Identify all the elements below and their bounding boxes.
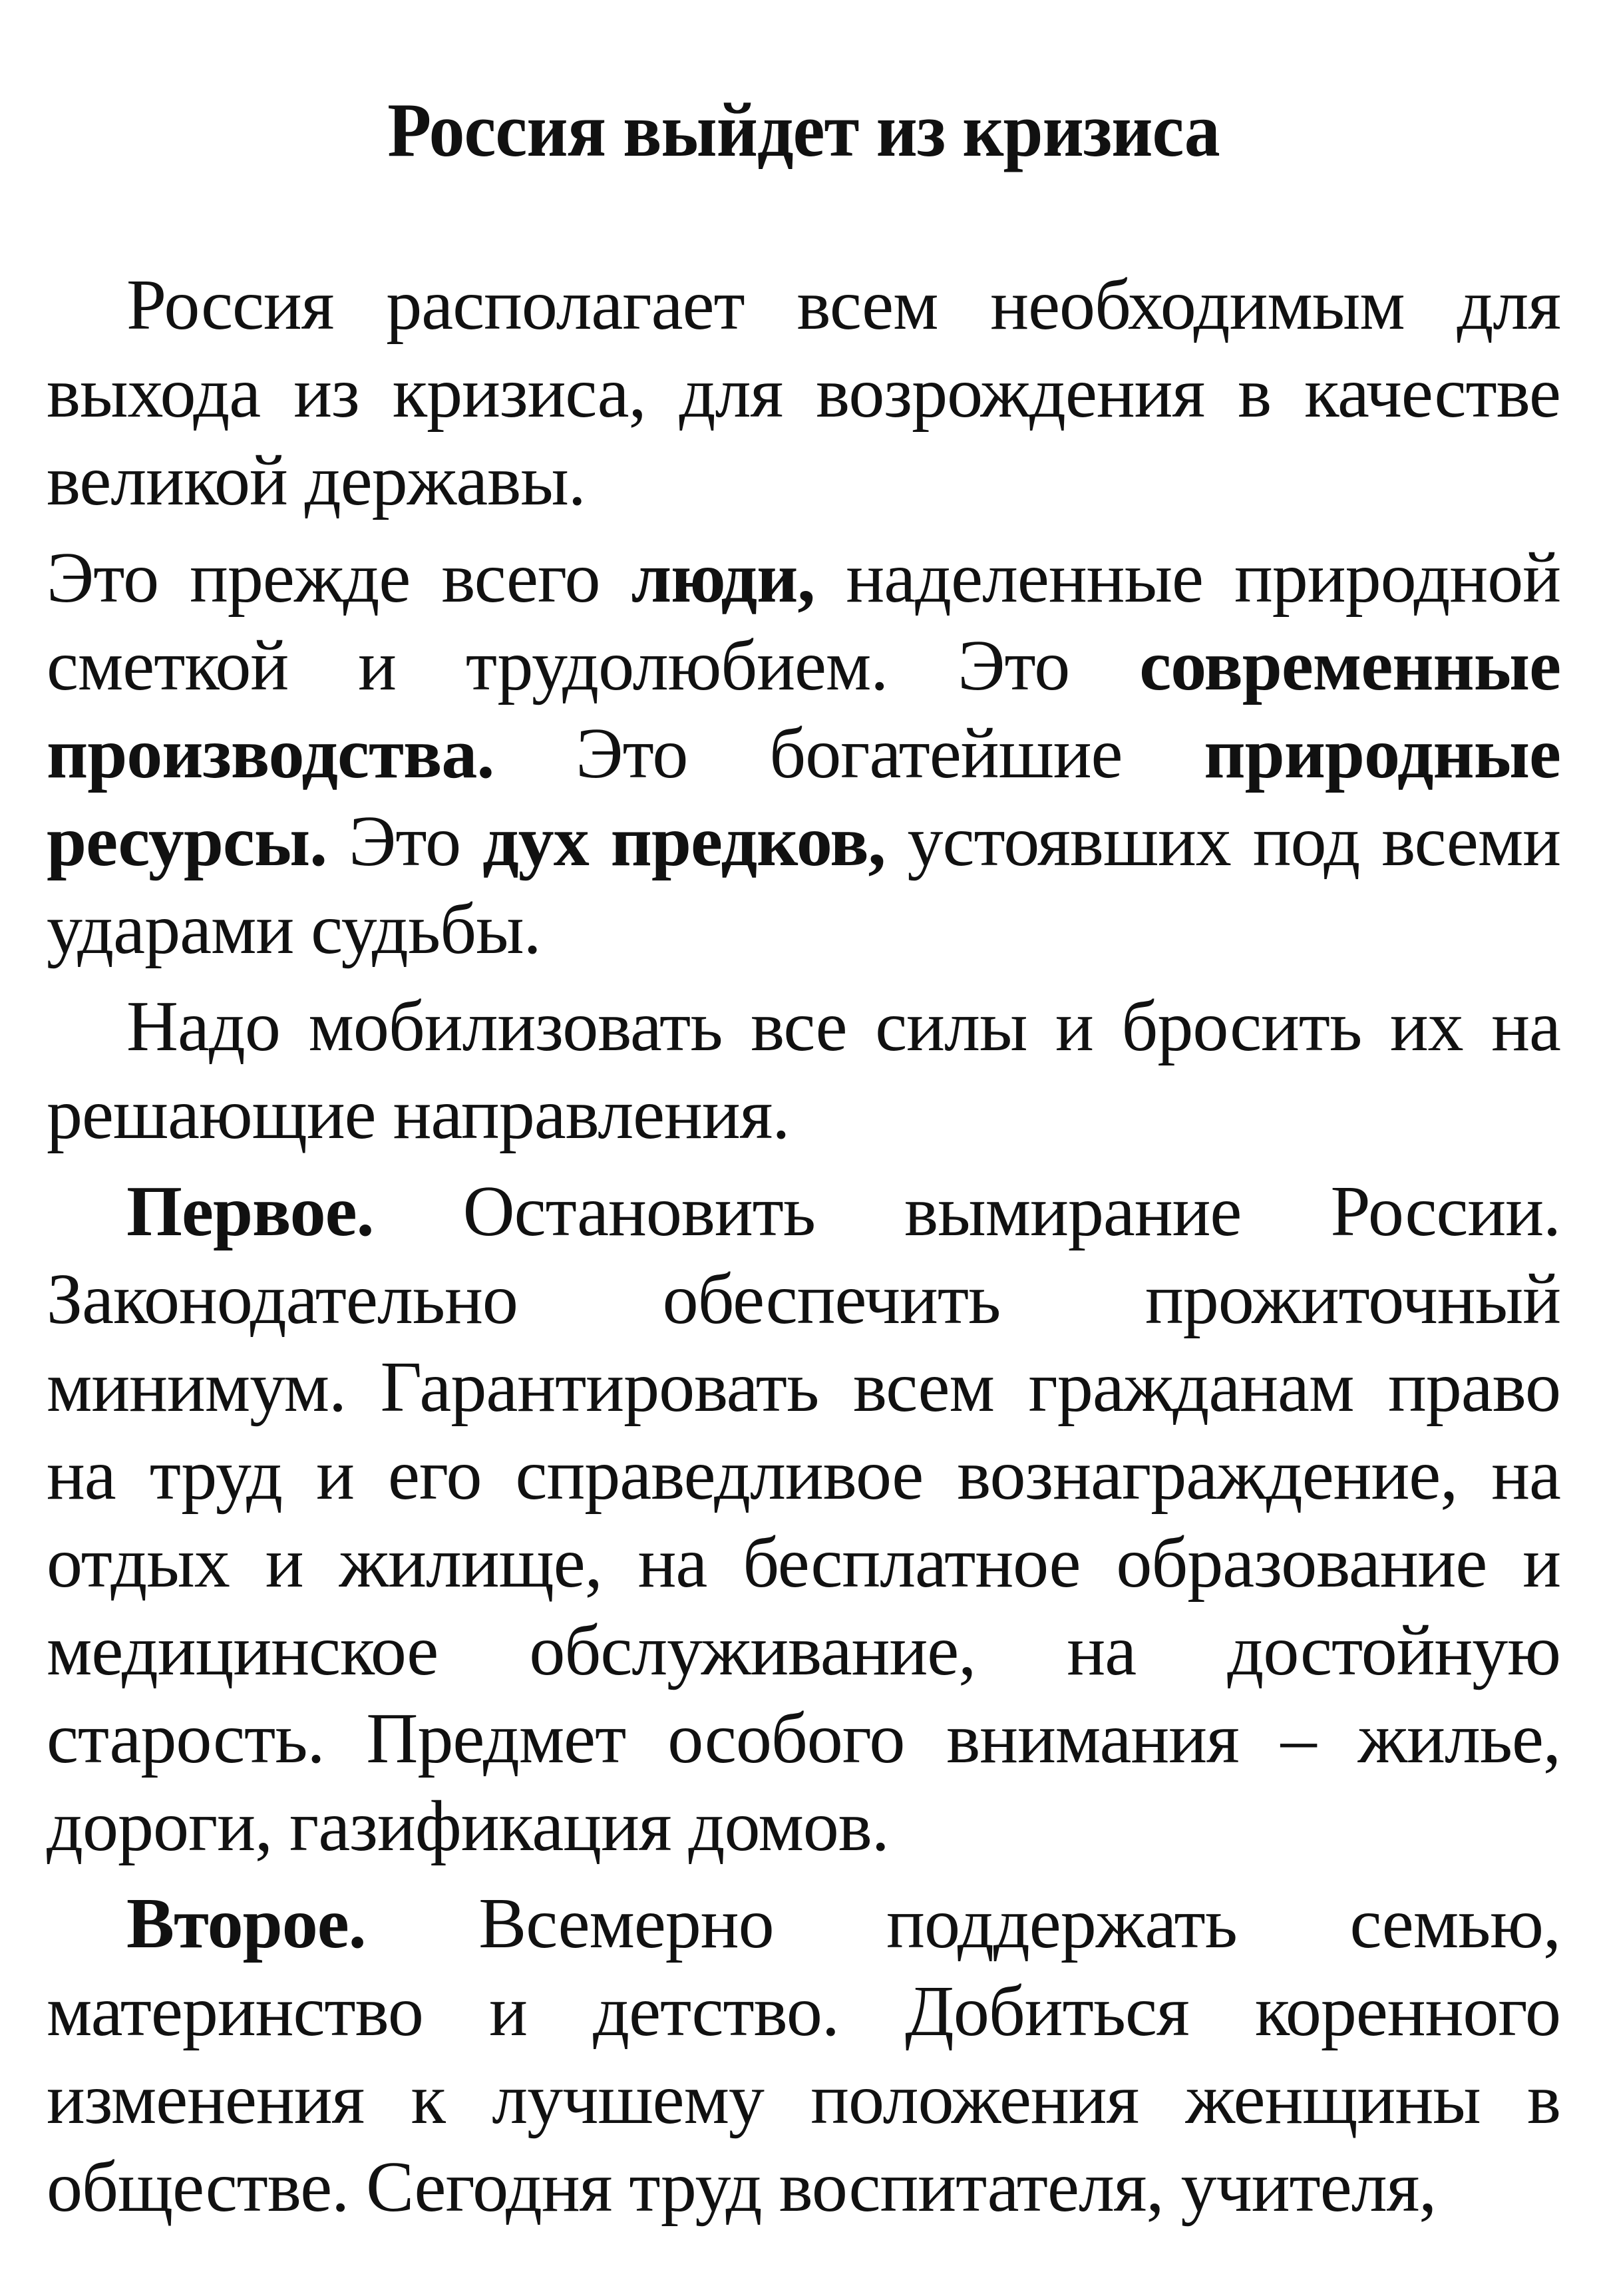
bold-second-lead: Второе. [126, 1884, 366, 1964]
paragraph-intro: Россия располагает всем необходимым для выхода из кризиса, для возрождения в качестве великой державы. [47, 266, 1560, 521]
text-segment: устоявших под всеми ударами судьбы. [47, 802, 1560, 970]
paragraph-resources [47, 534, 1560, 974]
bold-first-lead: Первое. [126, 1172, 374, 1252]
paragraph-second [47, 1880, 1560, 2231]
first-text: Остановить вымирание России. Законодательно обеспечить прожиточный минимум. Гарантировать всем гражданам право на труд и его справедливое вознаграждение, на отдых и жилище, на бесплатное образование и медицинское обслуживание, на достойную старость. Предмет особого внимания – жилье, дороги, газификация домов. [47, 1172, 1560, 1867]
text-segment: Это [327, 802, 483, 882]
paragraph-mobilize: Надо мобилизовать все силы и бросить их на решающие направления. [47, 987, 1560, 1155]
document-page [47, 40, 1560, 2241]
bold-natural-resources: природные ресурсы. [47, 714, 1560, 882]
paragraph-first [47, 1168, 1560, 1871]
second-text: Всемерно поддержать семью, материнство и детство. Добиться коренного изменения к лучшему положения женщины в обществе. Сегодня труд воспитателя, учителя, [47, 1884, 1560, 2227]
text-segment: наделенные природной сметкой и трудолюбием. Это [47, 538, 1560, 706]
text-segment: Это богатейшие [494, 714, 1204, 794]
bold-people: люди, [631, 538, 815, 618]
bold-ancestors-spirit: дух предков, [482, 802, 886, 882]
bold-industry: современные производства. [47, 626, 1560, 794]
page-title: Россия выйдет из кризиса [387, 88, 1220, 173]
text-segment: Это прежде всего [47, 538, 631, 618]
